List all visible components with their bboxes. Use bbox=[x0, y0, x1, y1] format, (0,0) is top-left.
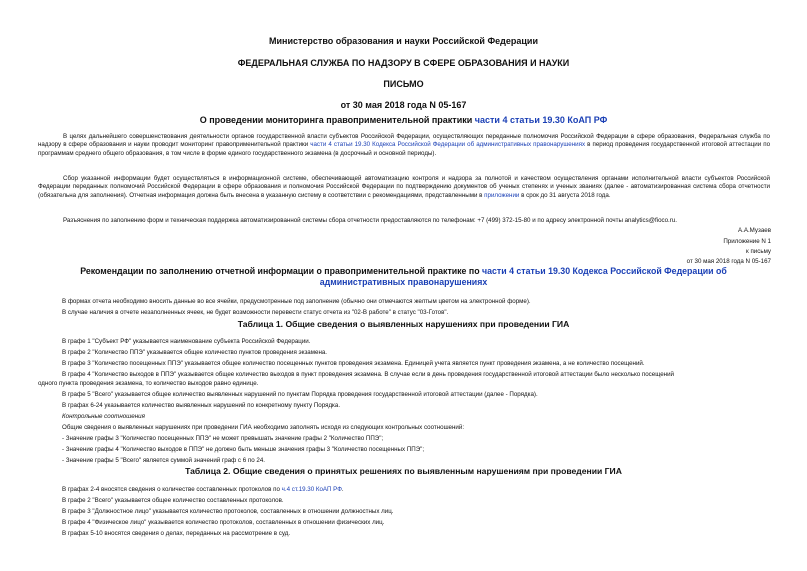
table1-title: Таблица 1. Общие сведения о выявленных нарушениях при проведении ГИА bbox=[237, 319, 570, 329]
table2-line bbox=[62, 486, 344, 494]
recommendations-title-link-2[interactable]: административных правонарушениях bbox=[319, 277, 488, 287]
appendix-to-letter: к письму bbox=[746, 248, 771, 255]
service-heading: ФЕДЕРАЛЬНАЯ СЛУЖБА ПО НАДЗОРУ В СФЕРЕ ОБРАЗОВАНИЯ И НАУКИ bbox=[237, 58, 570, 68]
appendix-link[interactable]: приложении bbox=[484, 191, 520, 199]
table2-koap-link[interactable]: ч.4 ст.19.30 КоАП РФ bbox=[281, 486, 342, 493]
intro-p2-text: Сбор указанной информации будет осуществляться в информационной системе, обеспечивающей автоматизацию контроля и надзора за полнотой и качеством осуществления органами исполнительной власти субъектов Российской Федерации переданных полномочий Российской Федерации в сфере образования и полномочия Российской Федерации по подтверждению документов об ученых степенях и ученых званиях (далее - автоматизированная система сбора отчетности (обязательна для заполнения). Отчетная информация должна быть внесена в указанную систему в соответствии с рекомендациями, представленными в bbox=[38, 175, 770, 199]
recommendations-title-link[interactable]: части 4 статьи 19.30 Кодекса Российской Федерации об bbox=[482, 266, 727, 276]
table2-line: В графе 4 "Физическое лицо" указывается количество протоколов, составленных в отношении физических лиц. bbox=[62, 519, 385, 526]
table2-line: В графах 5-10 вносятся сведения о делах, переданных на рассмотрение в суд. bbox=[62, 530, 291, 537]
table1-line: В графе 1 "Субъект РФ" указывается наименование субъекта Российской Федерации. bbox=[62, 338, 311, 345]
intro-paragraph-1 bbox=[38, 133, 770, 158]
control-title: Контрольные соотношения bbox=[62, 413, 145, 420]
signature: А.А.Музаев bbox=[737, 227, 771, 234]
subject-text: О проведении мониторинга правоприменительной практики bbox=[199, 115, 475, 125]
ministry-heading: Министерство образования и науки Российской Федерации bbox=[269, 36, 538, 46]
table2-line1-tail: . bbox=[341, 486, 344, 493]
intro-p1-tail: в период проведения государственной итоговой аттестации по программам среднего общего образования, в том числе в форме единого государственного экзамена (в досрочный и основной периоды). bbox=[38, 141, 771, 157]
table1-line: В графах 6-24 указывается количество выявленных нарушений по конкретному пункту Порядка. bbox=[62, 402, 341, 409]
intro-p1-text: В целях дальнейшего совершенствования деятельности органов государственной власти субъектов Российской Федерации, осуществляющих переданные полномочия Российской Федерации в сфере образования, Федеральная служба по надзору в сфере образования и науки проводит мониторинг правоприменительной практики bbox=[38, 133, 770, 149]
appendix-label: Приложение N 1 bbox=[723, 238, 771, 245]
intro-paragraph-3: Разъяснения по заполнению форм и техническая поддержка автоматизированной системы сбора отчетности предоставляются по телефонам: +7 (499) 372-15-80 и по адресу электронной почты analytics@fioco.ru. bbox=[63, 217, 677, 224]
recommendations-title-text: Рекомендации по заполнению отчетной информации о правоприменительной практике по bbox=[80, 266, 483, 276]
appendix-ref: от 30 мая 2018 года N 05-167 bbox=[686, 258, 771, 265]
table1-line: В графе 3 "Количество посещенных ППЭ" указывается общее количество посещенных пунктов проведения экзамена. Единицей учета является пункт проведения экзамена, а не количество посещений. bbox=[62, 360, 645, 367]
table1-line: В графе 4 "Количество выходов в ППЭ" указывается общее количество выходов в пункт проведения экзамена. В случае если в день проведения государственной итоговой аттестации было несколько посещений bbox=[62, 371, 674, 378]
intro-paragraph-2 bbox=[38, 175, 770, 200]
table2-line1-text: В графах 2-4 вносятся сведения о количестве составленных протоколов по bbox=[62, 486, 282, 493]
table1-line: В графе 5 "Всего" указывается общее количество выявленных нарушений по пунктам Порядка проведения государственной итоговой аттестации (далее - Порядка). bbox=[62, 391, 538, 398]
control-intro: Общие сведения о выявленных нарушениях при проведении ГИА необходимо заполнять исходя из следующих контрольных соотношений: bbox=[62, 424, 465, 431]
letter-subject bbox=[0, 115, 807, 125]
table2-title: Таблица 2. Общие сведения о принятых решениях по выявленным нарушениям при проведении ГИА bbox=[185, 466, 622, 476]
table2-line: В графе 2 "Всего" указывается общее количество составленных протоколов. bbox=[62, 497, 284, 504]
control-line: - Значение графы 4 "Количество выходов в ППЭ" не должно быть меньше значения графы 3 "Количество посещенных ППЭ"; bbox=[62, 446, 425, 453]
subject-link[interactable]: части 4 статьи 19.30 КоАП РФ bbox=[474, 115, 608, 125]
recommendations-title bbox=[0, 266, 807, 288]
control-line: - Значение графы 3 "Количество посещенных ППЭ" не может превышать значение графы 2 "Количество ППЭ"; bbox=[62, 435, 384, 442]
date-number: от 30 мая 2018 года N 05-167 bbox=[340, 100, 467, 110]
intro-p2-tail: в срок до 31 августа 2018 года. bbox=[519, 191, 611, 199]
doc-type-heading: ПИСЬМО bbox=[383, 79, 424, 89]
control-line: - Значение графы 5 "Всего" является суммой значений граф с 6 по 24. bbox=[62, 457, 265, 464]
table2-line: В графе 3 "Должностное лицо" указывается количество протоколов, составленных в отношении должностных лиц. bbox=[62, 508, 394, 515]
rec-line-2: В случае наличия в отчете незаполненных ячеек, не будет возможности перевести статус отчета из "02-В работе" в статус "03-Готов". bbox=[62, 309, 449, 316]
table1-line: одного пункта проведения экзамена, то количество выходов равно единице. bbox=[38, 380, 259, 387]
table1-line: В графе 2 "Количество ППЭ" указывается общее количество пунктов проведения экзамена. bbox=[62, 349, 328, 356]
koap-link[interactable]: части 4 статьи 19.30 Кодекса Российской Федерации об административных правонарушениях bbox=[310, 141, 586, 149]
rec-line-1: В формах отчета необходимо вносить данные во все ячейки, предусмотренные под заполнение (обычно они отмечаются желтым цветом на электронной форме). bbox=[62, 298, 531, 305]
